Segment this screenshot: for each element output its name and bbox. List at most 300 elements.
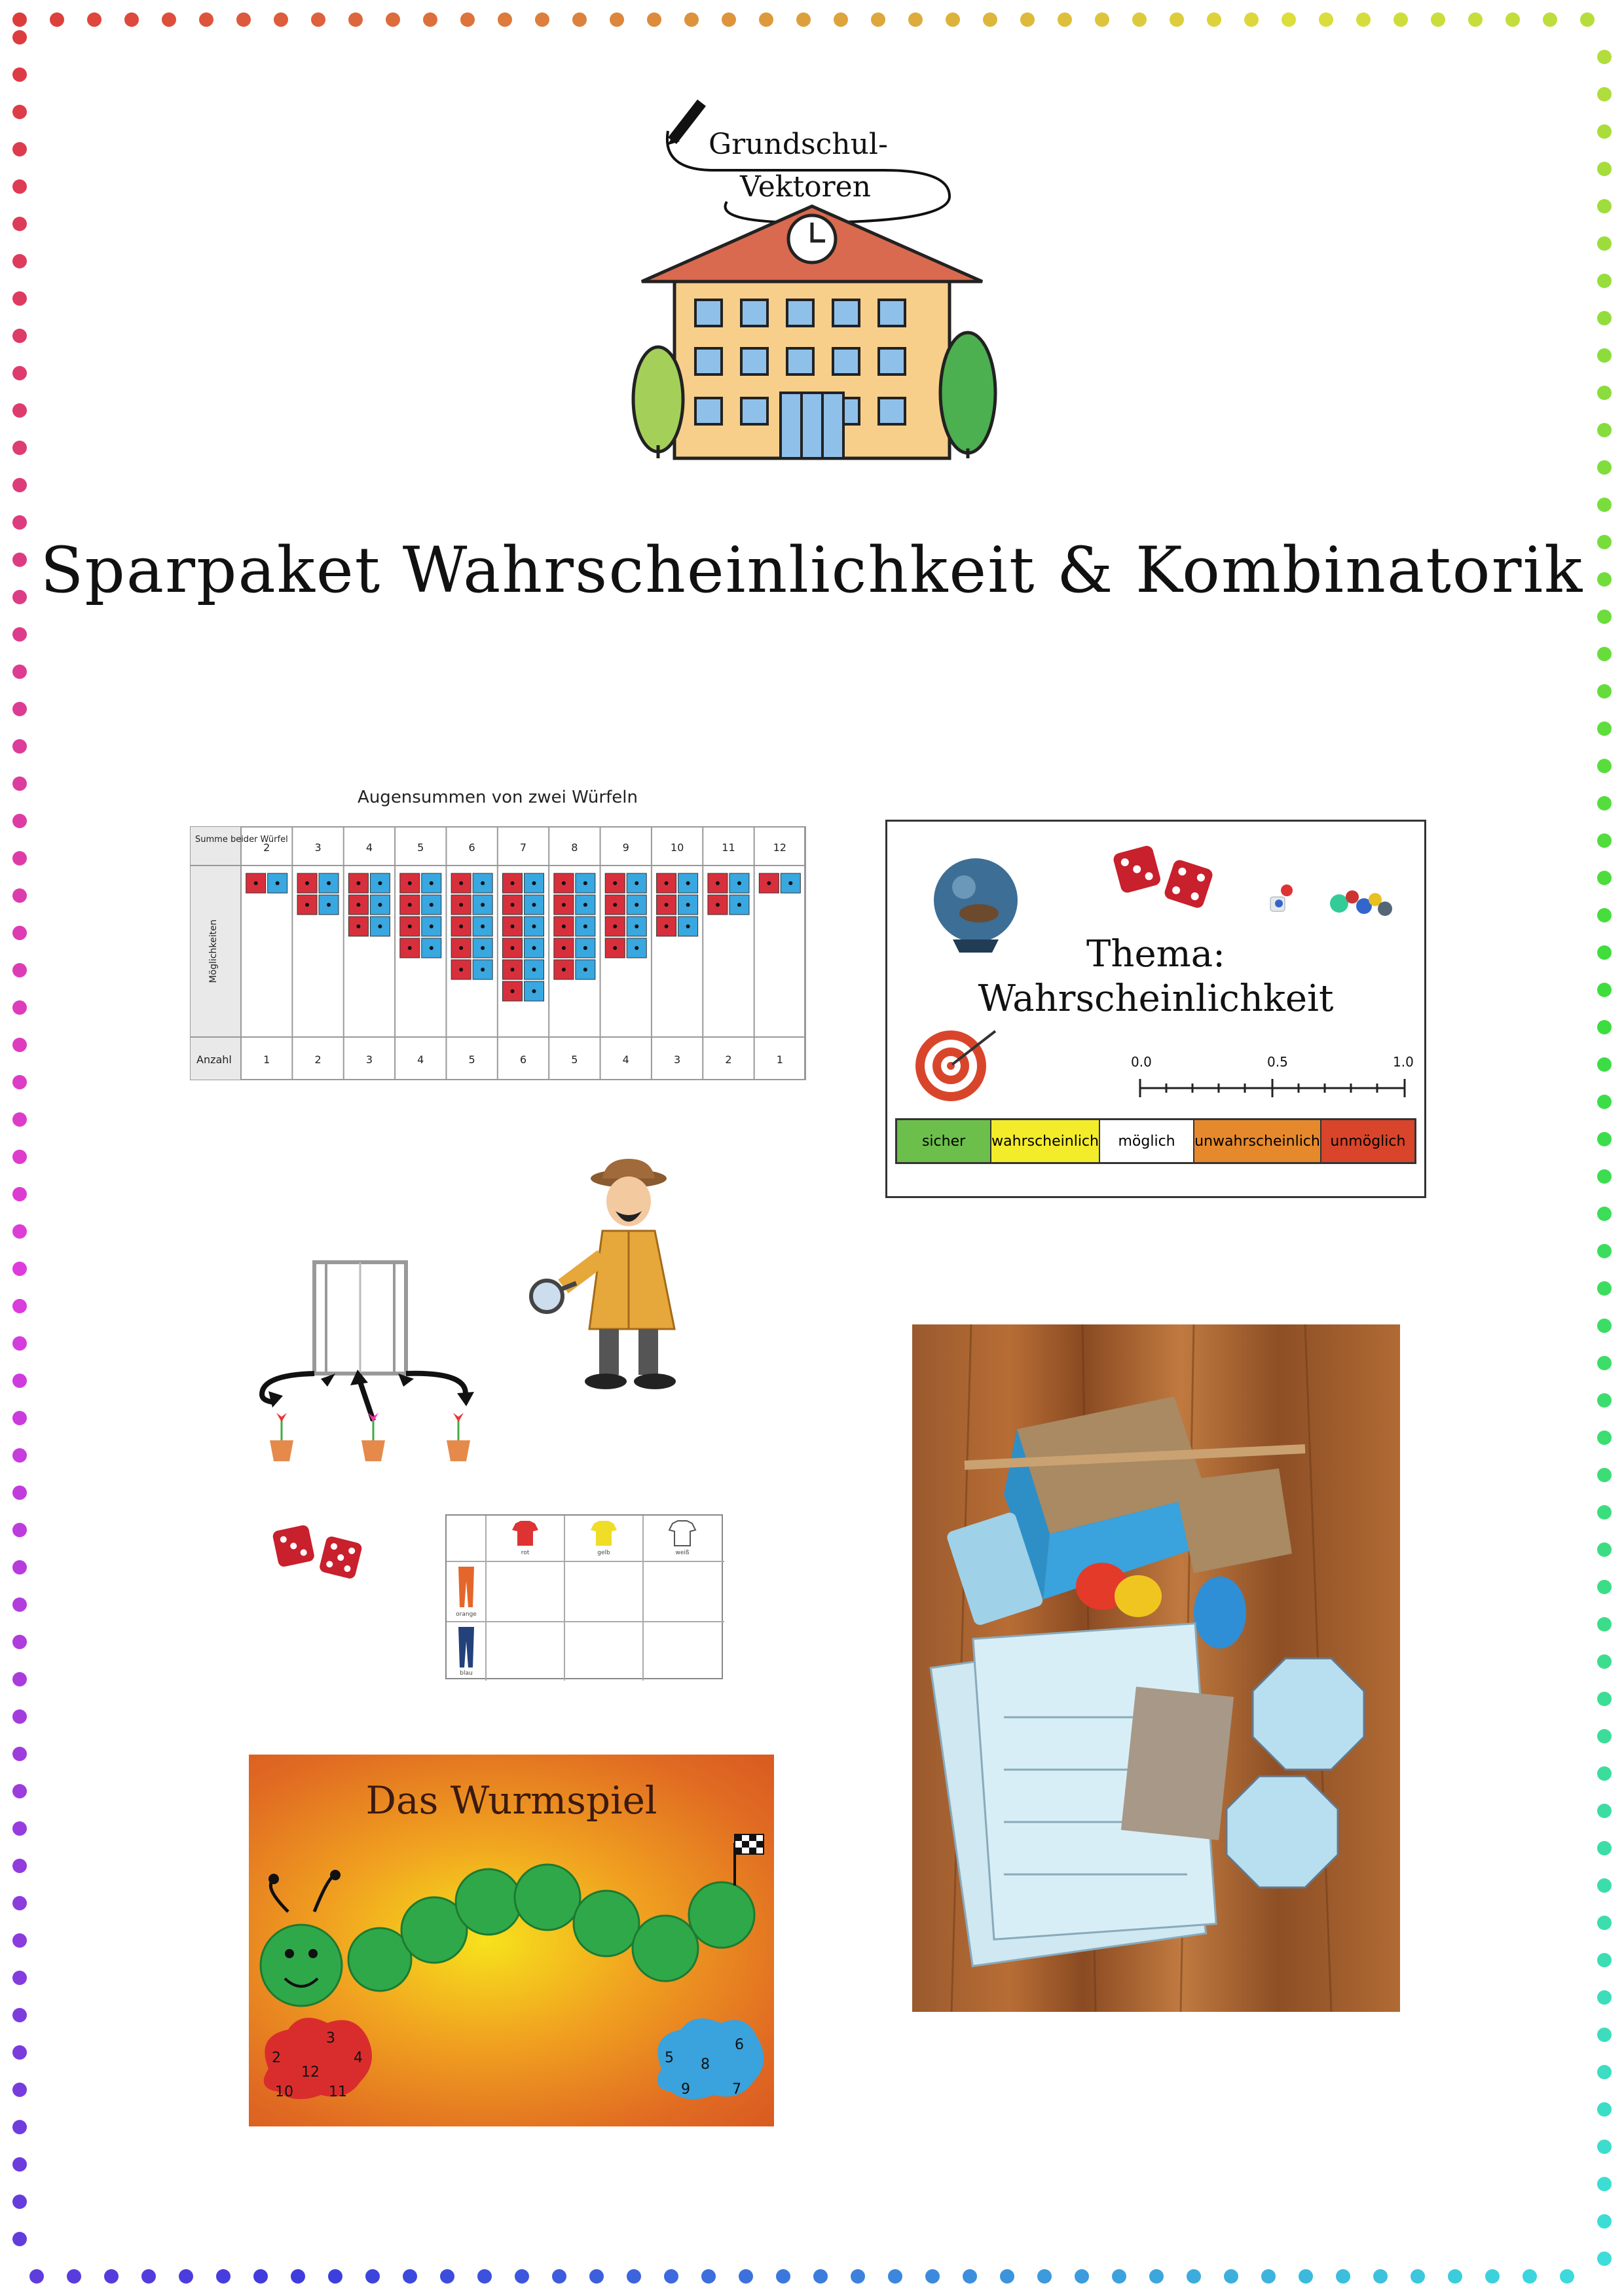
border-dot	[1037, 2269, 1052, 2284]
border-dot	[1597, 1393, 1612, 1408]
dice-pip	[430, 946, 434, 950]
dice-pip	[356, 924, 360, 928]
pants-label-blue: blau	[460, 1670, 473, 1677]
border-dot	[12, 12, 27, 27]
clothing-combination-grid	[445, 1514, 723, 1679]
border-dot	[1597, 87, 1612, 101]
border-dot	[1597, 1244, 1612, 1258]
dice-sum-label: 6	[468, 841, 475, 854]
border-dot	[1597, 1617, 1612, 1631]
border-dot	[1597, 50, 1612, 64]
border-dot	[87, 12, 101, 27]
border-dot	[12, 1485, 27, 1500]
border-dot	[12, 142, 27, 156]
dice-pip	[305, 903, 309, 907]
dice-pip	[430, 903, 434, 907]
dice-pip	[583, 968, 587, 972]
border-dot	[1468, 12, 1483, 27]
shirt-label-red: rot	[521, 1550, 530, 1556]
border-dot	[348, 12, 363, 27]
border-dot	[1597, 2102, 1612, 2117]
border-dot	[12, 1112, 27, 1127]
border-dot	[1597, 1468, 1612, 1482]
border-dot	[1431, 12, 1445, 27]
yellow-shirt-icon	[591, 1521, 617, 1546]
dice-count-label: 4	[622, 1053, 629, 1066]
dice-pip	[378, 903, 382, 907]
border-dot	[12, 627, 27, 642]
dice-pip	[327, 881, 331, 885]
card-title-line2: Wahrscheinlichkeit	[978, 977, 1334, 1020]
border-dot	[1411, 2269, 1425, 2284]
dice-count-label: 5	[468, 1053, 475, 1066]
border-dot	[1597, 2028, 1612, 2042]
dice-pip	[481, 968, 485, 972]
border-dot	[1597, 945, 1612, 960]
dice-table-title: Augensummen von zwei Würfeln	[358, 788, 638, 807]
border-dot	[834, 12, 848, 27]
dice-pip	[305, 881, 309, 885]
border-dot	[1224, 2269, 1238, 2284]
dice-pip	[635, 903, 638, 907]
dice-pip	[532, 968, 536, 972]
dice-pip	[378, 881, 382, 885]
dice-sum-label: 2	[263, 841, 270, 854]
border-dot	[888, 2269, 902, 2284]
border-dot	[1597, 1319, 1612, 1333]
scale-label-mid: 0.5	[1267, 1054, 1288, 1070]
border-dot	[12, 515, 27, 530]
dice-pip	[665, 924, 669, 928]
border-dot	[12, 702, 27, 716]
border-dot	[1597, 274, 1612, 288]
border-dot	[684, 12, 699, 27]
border-dot	[610, 12, 624, 27]
border-dot	[311, 12, 325, 27]
border-dot	[963, 2269, 977, 2284]
dice-pip	[532, 989, 536, 993]
border-dot	[925, 2269, 940, 2284]
border-dot	[552, 2269, 566, 2284]
border-dot	[1543, 12, 1557, 27]
border-dot	[50, 12, 64, 27]
border-dot	[12, 2157, 27, 2172]
shirt-label-white: weiß	[675, 1550, 690, 1556]
dice-count-label: 1	[776, 1053, 783, 1066]
border-dot	[12, 665, 27, 679]
border-dot	[722, 12, 736, 27]
dice-pip	[635, 924, 638, 928]
border-dot	[365, 2269, 380, 2284]
border-dot	[1393, 12, 1408, 27]
border-dot	[739, 2269, 753, 2284]
blue-number: 5	[665, 2050, 674, 2066]
border-dot	[1597, 1132, 1612, 1146]
dice-pip	[716, 903, 720, 907]
level-sicher: sicher	[897, 1120, 991, 1162]
border-dot	[1597, 311, 1612, 325]
border-dot	[67, 2269, 81, 2284]
border-dot	[12, 1896, 27, 1910]
dice-row-header-sum: Summe beider Würfel	[195, 835, 288, 845]
card-title-line1: Thema:	[1086, 933, 1225, 975]
border-dot	[1448, 2269, 1462, 2284]
border-dot	[236, 12, 251, 27]
scale-label-start: 0.0	[1131, 1054, 1152, 1070]
border-dot	[1112, 2269, 1126, 2284]
border-dot	[12, 1821, 27, 1836]
worm-game-title: Das Wurmspiel	[365, 1778, 657, 1823]
border-dot	[12, 1038, 27, 1052]
level-unmoeglich: unmöglich	[1321, 1120, 1414, 1162]
dice-pip	[613, 946, 617, 950]
border-dot	[1597, 1990, 1612, 2005]
dice-pip	[481, 881, 485, 885]
border-dot	[12, 67, 27, 82]
border-dot	[1058, 12, 1072, 27]
dice-pip	[430, 924, 434, 928]
border-dot	[12, 926, 27, 940]
border-dot	[12, 291, 27, 306]
border-dot	[403, 2269, 417, 2284]
border-dot	[1319, 12, 1333, 27]
border-dot	[796, 12, 811, 27]
border-dot	[1000, 2269, 1014, 2284]
dice-pip	[562, 924, 566, 928]
border-dot	[1597, 1953, 1612, 1967]
border-dot	[1522, 2269, 1537, 2284]
border-dot	[253, 2269, 268, 2284]
dice-pip	[459, 881, 463, 885]
border-dot	[12, 1224, 27, 1239]
border-dot	[12, 478, 27, 492]
dice-pip	[788, 881, 792, 885]
border-dot	[1373, 2269, 1388, 2284]
border-dot	[12, 254, 27, 268]
border-dot	[12, 1262, 27, 1276]
dice-sum-label: 11	[722, 841, 735, 854]
dice-count-label: 2	[725, 1053, 732, 1066]
dice-pip	[481, 924, 485, 928]
pants-label-orange: orange	[456, 1611, 477, 1618]
border-dot	[664, 2269, 678, 2284]
dice-pip	[481, 946, 485, 950]
border-dot	[1095, 12, 1109, 27]
dice-pip	[327, 903, 331, 907]
target-icon	[910, 1021, 1008, 1106]
border-dot	[535, 12, 549, 27]
border-dot	[1282, 12, 1296, 27]
dice-pip	[408, 924, 412, 928]
worm-head	[261, 1925, 342, 2006]
border-dot	[162, 12, 176, 27]
border-dot	[1597, 1430, 1612, 1445]
border-dot	[1207, 12, 1221, 27]
dice-pip	[737, 903, 741, 907]
border-dot	[1597, 2177, 1612, 2191]
border-dot	[12, 1672, 27, 1686]
dice-pip	[511, 903, 515, 907]
logo-text-line1: Grundschul-	[709, 128, 888, 161]
border-dot	[1597, 684, 1612, 699]
dice-pip	[532, 946, 536, 950]
border-dot	[1597, 1841, 1612, 1855]
border-dot	[216, 2269, 231, 2284]
detective-illustration	[524, 1159, 720, 1408]
border-dot	[124, 12, 139, 27]
dice-sum-label: 9	[622, 841, 629, 854]
border-dot	[12, 217, 27, 231]
border-dot	[1132, 12, 1147, 27]
border-dot	[1597, 908, 1612, 922]
blue-number: 7	[732, 2081, 741, 2098]
dice-pip	[686, 881, 690, 885]
border-dot	[12, 2008, 27, 2022]
border-dot	[386, 12, 400, 27]
blue-number: 9	[681, 2081, 690, 2098]
dice-pip	[511, 924, 515, 928]
red-shirt-icon	[512, 1521, 538, 1546]
dice-pip	[459, 968, 463, 972]
border-dot	[460, 12, 475, 27]
dice-pip	[686, 903, 690, 907]
dice-row-header-options: Möglichkeiten	[208, 919, 219, 983]
border-dot	[572, 12, 587, 27]
dice-pip	[532, 881, 536, 885]
border-dot	[12, 329, 27, 343]
page-title: Sparpaket Wahrscheinlichkeit & Kombinatorik	[40, 534, 1584, 607]
border-dot	[1597, 1207, 1612, 1221]
dice-pip	[511, 989, 515, 993]
border-dot	[701, 2269, 716, 2284]
border-dot	[12, 1000, 27, 1015]
dice-pip	[378, 924, 382, 928]
border-dot	[1597, 1356, 1612, 1370]
dice-count-label: 5	[571, 1053, 578, 1066]
border-dot	[1597, 983, 1612, 997]
border-dot	[1020, 12, 1035, 27]
border-dot	[12, 1448, 27, 1463]
border-dot	[1597, 721, 1612, 736]
border-dot	[1336, 2269, 1350, 2284]
dice-pip	[276, 881, 280, 885]
border-dot	[12, 2232, 27, 2246]
materials-photo	[912, 1324, 1400, 2012]
border-dot	[776, 2269, 790, 2284]
border-dot	[1505, 12, 1520, 27]
border-dot	[1597, 1505, 1612, 1520]
red-number: 11	[329, 2084, 347, 2100]
dice-pip	[665, 903, 669, 907]
border-dot	[1597, 1020, 1612, 1034]
border-dot	[12, 1709, 27, 1724]
border-dot	[12, 739, 27, 754]
materials-photo-drawing	[912, 1324, 1400, 2012]
dice-sum-label: 10	[670, 841, 684, 854]
level-unwahrscheinlich: unwahrscheinlich	[1194, 1120, 1321, 1162]
border-dot	[1170, 12, 1184, 27]
dice-count-label: 3	[673, 1053, 681, 1066]
border-dot	[1560, 2269, 1574, 2284]
level-wahrscheinlich: wahrscheinlich	[991, 1120, 1100, 1162]
border-dot	[759, 12, 773, 27]
border-dot	[1597, 833, 1612, 848]
border-dot	[1244, 12, 1259, 27]
border-dot	[12, 1374, 27, 1388]
likelihood-scale-row	[895, 1118, 1416, 1164]
border-dot	[1597, 386, 1612, 400]
dice-pip	[665, 881, 669, 885]
dice-pip	[562, 946, 566, 950]
border-dot	[1597, 1654, 1612, 1669]
dice-pip	[430, 881, 434, 885]
border-dot	[12, 1336, 27, 1351]
border-dot	[12, 1187, 27, 1201]
dice-count-label: 1	[263, 1053, 270, 1066]
dice-count-label: 3	[365, 1053, 373, 1066]
border-dot	[12, 179, 27, 194]
border-dot	[12, 1859, 27, 1873]
border-dot	[1597, 1542, 1612, 1557]
dice-pip	[583, 903, 587, 907]
border-dot	[1597, 1729, 1612, 1743]
dice-count-label: 4	[417, 1053, 424, 1066]
border-dot	[1597, 2140, 1612, 2154]
dice-pip	[408, 881, 412, 885]
dice-pip	[716, 881, 720, 885]
border-dot	[12, 1560, 27, 1575]
border-dot	[1299, 2269, 1313, 2284]
border-dot	[12, 776, 27, 791]
worm-game-board	[249, 1755, 774, 2126]
border-dot	[1597, 2065, 1612, 2079]
red-number: 3	[326, 2030, 335, 2047]
border-dot	[104, 2269, 119, 2284]
game-pieces-icon	[1267, 877, 1411, 930]
logo-text-line2: Vektoren	[740, 170, 872, 204]
border-dot	[1597, 1580, 1612, 1594]
border-dot	[328, 2269, 342, 2284]
dice-sum-label: 12	[773, 841, 786, 854]
border-dot	[1597, 1692, 1612, 1706]
border-dot	[1356, 12, 1371, 27]
blue-pants-icon	[458, 1627, 474, 1667]
border-dot	[12, 2120, 27, 2134]
border-dot	[12, 888, 27, 903]
border-dot	[1597, 1916, 1612, 1930]
border-dot	[908, 12, 923, 27]
border-dot	[1597, 162, 1612, 176]
border-dot	[851, 2269, 865, 2284]
border-dot	[1597, 199, 1612, 213]
red-number: 10	[275, 2084, 293, 2100]
dice-pip	[562, 881, 566, 885]
border-dot	[1597, 236, 1612, 251]
border-dot	[12, 366, 27, 380]
dice-count-label: 2	[314, 1053, 322, 1066]
dice-pip	[459, 946, 463, 950]
clothing-grid-lines	[447, 1516, 724, 1681]
border-dot	[1597, 498, 1612, 512]
border-dot	[12, 1523, 27, 1537]
border-dot	[440, 2269, 454, 2284]
red-number: 2	[272, 2050, 281, 2066]
dice-pip	[511, 968, 515, 972]
border-dot	[274, 12, 288, 27]
border-dot	[1597, 647, 1612, 661]
level-moeglich: möglich	[1100, 1120, 1194, 1162]
dice-pip	[613, 924, 617, 928]
orange-pants-icon	[458, 1567, 474, 1607]
dice-count-label: 6	[519, 1053, 527, 1066]
border-dot	[1597, 610, 1612, 624]
border-dot	[871, 12, 885, 27]
border-dot	[12, 441, 27, 455]
window-flowers-illustration	[249, 1257, 498, 1473]
dice-sum-table	[190, 826, 805, 1080]
border-dot	[1597, 460, 1612, 475]
border-dot	[813, 2269, 828, 2284]
border-dot	[946, 12, 960, 27]
dice-pip	[511, 946, 515, 950]
border-dot	[1597, 1281, 1612, 1296]
dice-pip	[583, 946, 587, 950]
border-dot	[1597, 423, 1612, 437]
dice-pip	[356, 903, 360, 907]
border-dot	[12, 1971, 27, 1985]
border-dot	[498, 12, 512, 27]
dice-pip	[686, 924, 690, 928]
border-dot	[627, 2269, 641, 2284]
border-dot	[12, 1411, 27, 1425]
dice-pip	[481, 903, 485, 907]
dice-pip	[254, 881, 258, 885]
dice-sum-label: 4	[365, 841, 373, 854]
border-dot	[12, 403, 27, 418]
border-dot	[1597, 796, 1612, 811]
border-dot	[12, 1933, 27, 1948]
border-dot	[29, 2269, 44, 2284]
dice-pip	[635, 946, 638, 950]
border-dot	[515, 2269, 529, 2284]
dice-pip	[737, 881, 741, 885]
border-dot	[12, 1150, 27, 1164]
dice-pip	[408, 946, 412, 950]
border-dot	[12, 30, 27, 45]
dice-icon	[1103, 836, 1228, 915]
border-dot	[12, 851, 27, 866]
border-dot	[1597, 2214, 1612, 2229]
blue-number: 8	[701, 2056, 710, 2073]
dice-sum-label: 7	[519, 841, 527, 854]
border-dot	[141, 2269, 156, 2284]
border-dot	[1597, 1095, 1612, 1109]
white-shirt-icon	[669, 1521, 695, 1546]
dice-row-header-count: Anzahl	[196, 1053, 232, 1066]
border-dot	[1597, 1057, 1612, 1072]
worm-drawing	[249, 1755, 774, 2126]
border-dot	[1597, 1169, 1612, 1184]
red-dice-icon	[268, 1516, 373, 1588]
border-dot	[199, 12, 213, 27]
dice-pip	[356, 881, 360, 885]
dice-pip	[635, 881, 638, 885]
border-dot	[12, 1784, 27, 1798]
border-dot	[12, 1597, 27, 1612]
border-dot	[1597, 871, 1612, 885]
shirt-label-yellow: gelb	[597, 1550, 610, 1556]
dice-pip	[562, 903, 566, 907]
